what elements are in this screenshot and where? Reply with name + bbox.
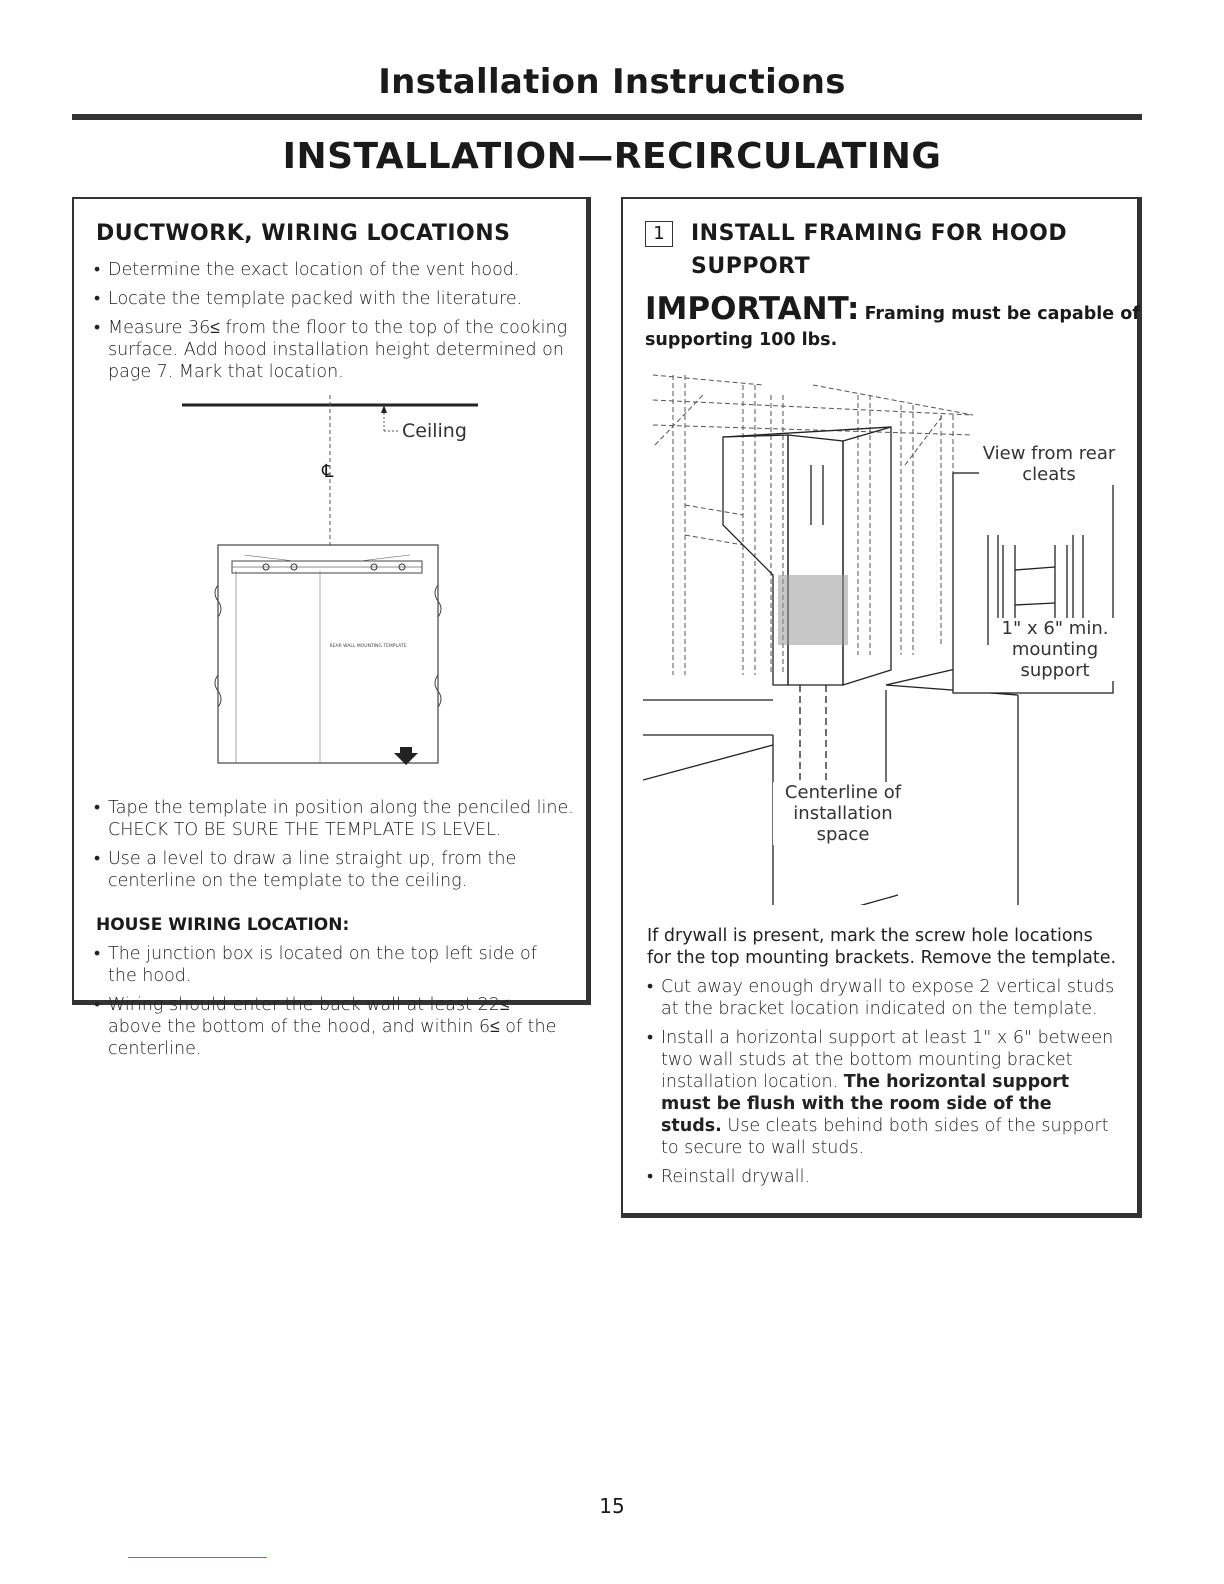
template-sheet-label: REAR WALL MOUNTING TEMPLATE bbox=[329, 644, 407, 649]
ceiling-label: Ceiling bbox=[402, 420, 467, 442]
important-word: IMPORTANT: bbox=[645, 291, 860, 327]
hood-outline bbox=[723, 427, 891, 685]
ductwork-steps-list bbox=[94, 259, 574, 390]
footer-line bbox=[128, 1557, 267, 1558]
list-item: • Cut away enough drywall to expose 2 vertical studs at the bracket location indicated on the template. bbox=[647, 976, 1117, 1020]
drywall-intro: If drywall is present, mark the screw hole locations for the top mounting brackets. Remove the template. bbox=[647, 926, 1117, 968]
support-label-line3: support bbox=[1020, 660, 1090, 681]
house-wiring-heading: HOUSE WIRING LOCATION: bbox=[96, 915, 350, 935]
framing-heading-line1: INSTALL FRAMING FOR HOOD bbox=[691, 221, 1068, 246]
centerline-label-line1: Centerline of bbox=[784, 782, 902, 803]
template-sheet bbox=[218, 545, 438, 763]
flush-warning: The horizontal support must be flush with the room side of the studs. bbox=[661, 1072, 1070, 1136]
wiring-list bbox=[94, 943, 564, 1067]
horizontal-support-text: Install a horizontal support at least 1" x 6" between two wall studs at the bottom mounting bracket installation location. bbox=[661, 1028, 1114, 1092]
section-title: INSTALLATION—RECIRCULATING bbox=[282, 136, 942, 177]
cleats-text: Use cleats behind both sides of the support to secure to wall studs. bbox=[661, 1116, 1109, 1158]
list-item: • Locate the template packed with the literature. bbox=[94, 288, 574, 310]
centerline-label-line2: installation bbox=[793, 803, 893, 824]
rear-view-label bbox=[979, 443, 1119, 485]
list-item: • Measure 36≤ from the floor to the top of the cooking surface. Add hood installation height determined on page 7. Mark that location. bbox=[94, 317, 574, 383]
header-rule bbox=[72, 114, 1142, 120]
step-number-box: 1 bbox=[645, 221, 673, 247]
important-text-2: supporting 100 lbs. bbox=[645, 330, 838, 350]
important-note bbox=[645, 291, 1140, 327]
list-item: • Reinstall drywall. bbox=[647, 1166, 1117, 1188]
framing-panel bbox=[621, 197, 1142, 1218]
support-label-line1: 1" x 6" min. bbox=[1001, 618, 1109, 639]
rear-view-label-line2: cleats bbox=[1022, 464, 1076, 485]
page-number: 15 bbox=[599, 1494, 625, 1518]
ductwork-panel bbox=[72, 197, 591, 1059]
list-item: • The junction box is located on the top left side of the hood. bbox=[94, 943, 564, 987]
page-header-title: Installation Instructions bbox=[378, 62, 846, 102]
template-diagram bbox=[174, 395, 494, 795]
framing-heading-line2: SUPPORT bbox=[691, 254, 811, 279]
centerline-symbol: ℄ bbox=[322, 461, 334, 482]
list-item: • Tape the template in position along the penciled line. CHECK TO BE SURE THE TEMPLATE IS LEVEL. bbox=[94, 797, 574, 841]
ductwork-heading: DUCTWORK, WIRING LOCATIONS bbox=[96, 221, 511, 246]
list-item: • Wiring should enter the back wall at least 22≤ above the bottom of the hood, and within 6≤ of the centerline. bbox=[94, 994, 564, 1060]
list-item bbox=[647, 1027, 1117, 1159]
list-item: • Determine the exact location of the vent hood. bbox=[94, 259, 574, 281]
template-steps-list bbox=[94, 797, 574, 899]
support-label-line2: mounting bbox=[1011, 639, 1099, 660]
rear-view-label-line1: View from rear bbox=[982, 443, 1116, 464]
framing-steps-list bbox=[647, 976, 1117, 1195]
centerline-label bbox=[773, 782, 913, 845]
centerline-label-line3: space bbox=[816, 824, 870, 845]
mounting-support-block bbox=[778, 575, 848, 645]
support-label bbox=[995, 618, 1115, 681]
important-text: Framing must be capable of bbox=[864, 304, 1140, 324]
list-item: • Use a level to draw a line straight up, from the centerline on the template to the ceiling. bbox=[94, 848, 574, 892]
